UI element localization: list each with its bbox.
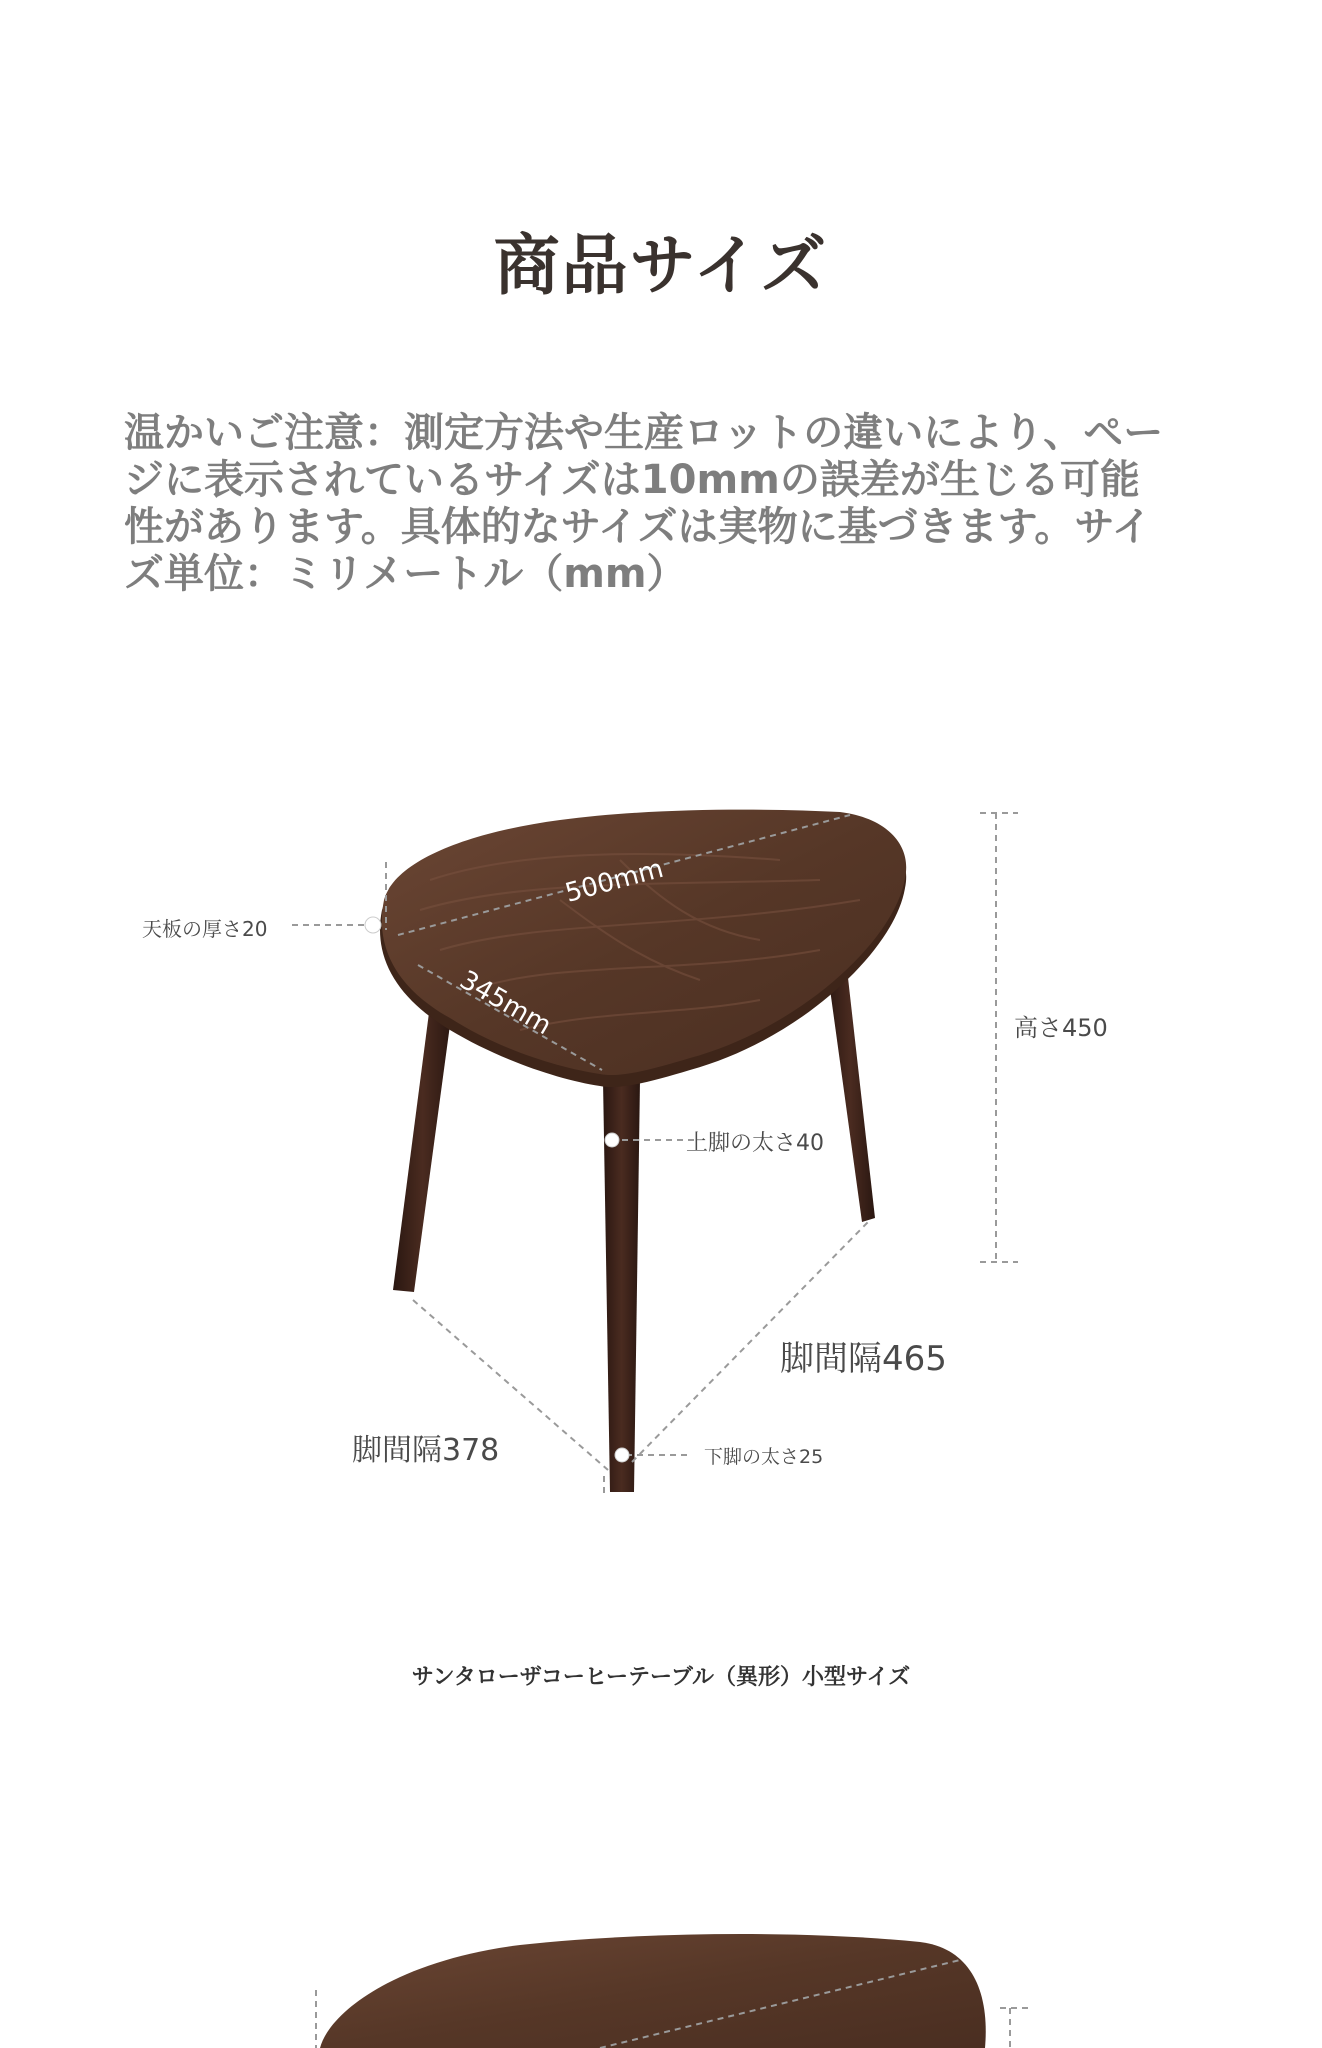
left-leg bbox=[393, 1005, 452, 1292]
second-table-preview bbox=[316, 1934, 1030, 2048]
table-illustration bbox=[380, 810, 906, 1492]
second-tabletop bbox=[320, 1934, 986, 2048]
top-thickness-label: 天板の厚さ20 bbox=[142, 917, 268, 941]
top-length-label: 500mm bbox=[562, 853, 667, 909]
page-title: 商品サイズ bbox=[493, 227, 829, 304]
back-leg bbox=[826, 960, 875, 1222]
upper-leg-marker bbox=[605, 1133, 619, 1147]
top-width-label: 345mm bbox=[454, 965, 557, 1042]
product-caption: サンタローザコーヒーテーブル（異形）小型サイズ bbox=[411, 1665, 911, 1690]
lower-leg-thickness-label: 下脚の太さ25 bbox=[704, 1446, 824, 1468]
leg-spacing-left-label: 脚間隔378 bbox=[352, 1433, 500, 1468]
leg-spacing-right-label: 脚間隔465 bbox=[780, 1339, 947, 1379]
height-label: 高さ450 bbox=[1014, 1014, 1108, 1042]
thickness-marker bbox=[365, 917, 381, 933]
notice-text: 温かいご注意：測定方法や生産ロットの違いにより、ページに表示されているサイズは10mmの誤差が生じる可能性があります。具体的なサイズは実物に基づきます。サイズ単位：ミリメートル（mm） bbox=[124, 410, 1164, 597]
upper-leg-thickness-label: 上脚の太さ40 bbox=[686, 1131, 824, 1156]
lower-leg-marker bbox=[615, 1448, 629, 1462]
